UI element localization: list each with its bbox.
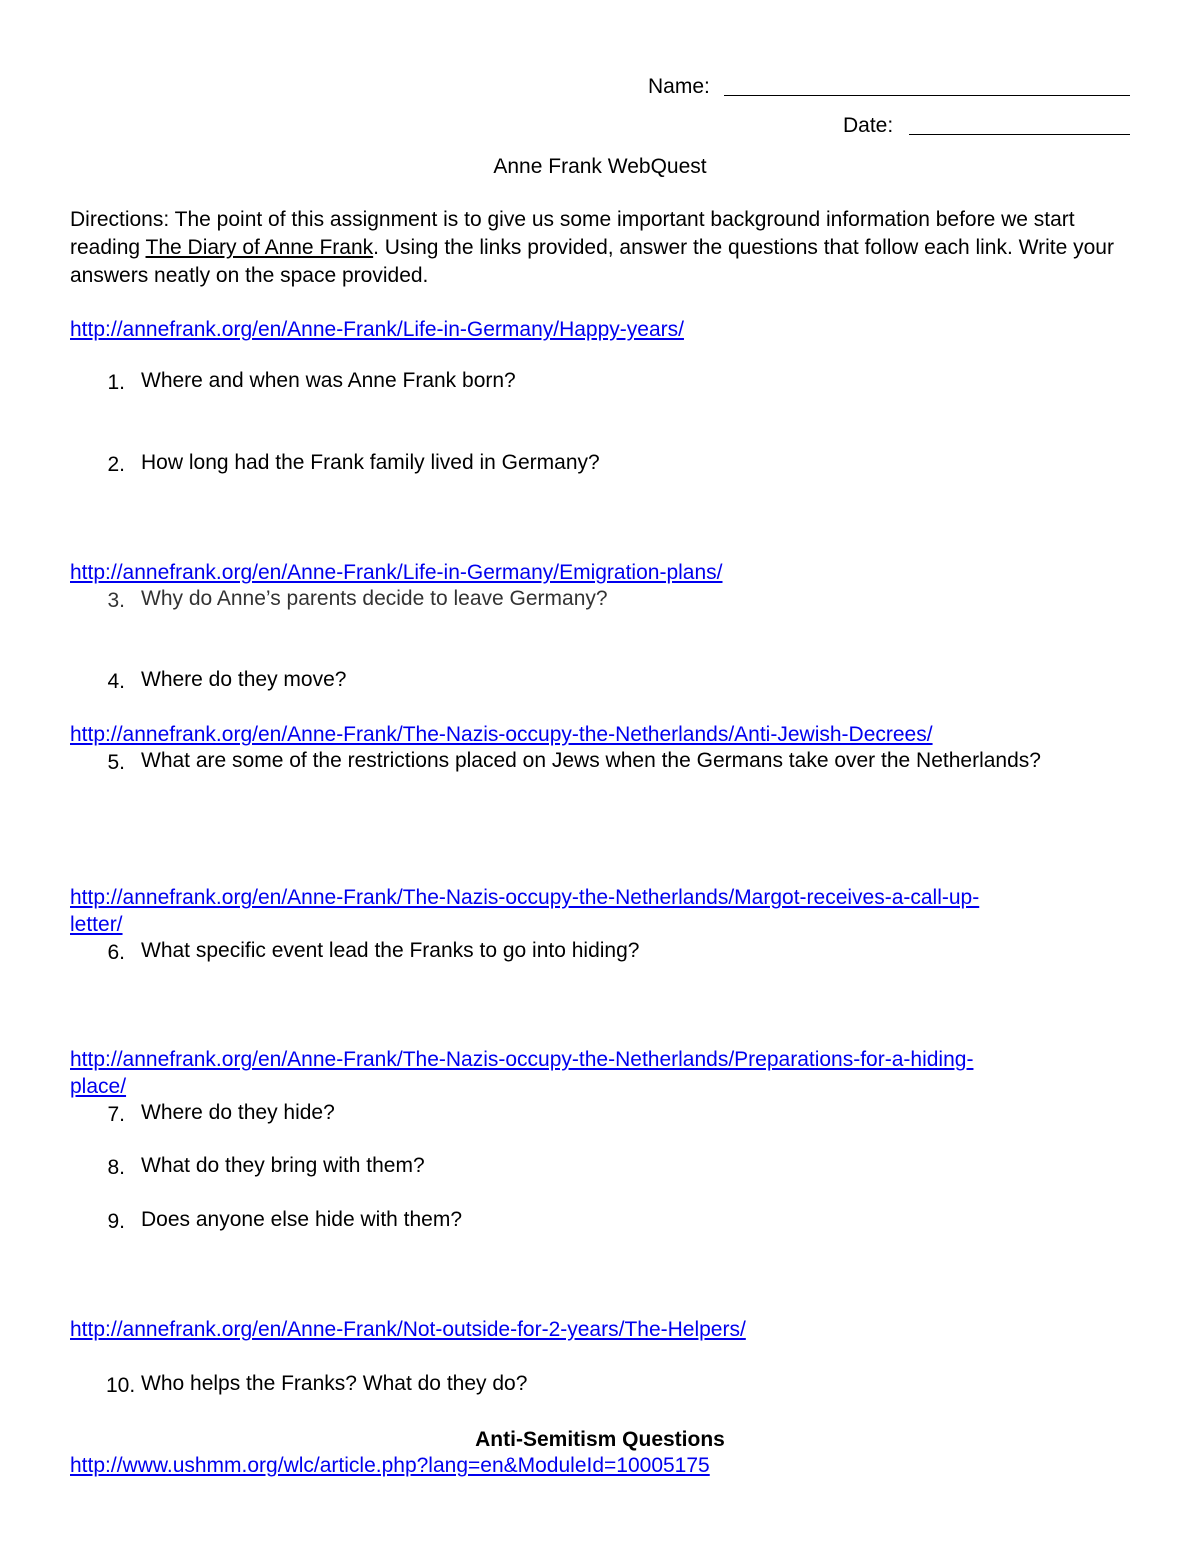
name-blank-line[interactable] [724,95,1130,96]
question-number: 10. [106,1374,136,1397]
question-4-text: Where do they move? [141,668,347,691]
book-title: The Diary of Anne Frank [145,236,374,259]
link-hiding-place-line1[interactable]: http://annefrank.org/en/Anne-Frank/The-Nazis-occupy-the-Netherlands/Preparations-for-a-hiding- [70,1048,974,1071]
directions-prefix: Directions: The point of this assignment is to give us some important background information before we start reading [70,208,1075,259]
question-number: 1. [107,371,125,394]
question-7-text: Where do they hide? [141,1101,335,1124]
question-9-text: Does anyone else hide with them? [141,1208,463,1231]
question-5-text: What are some of the restrictions placed on Jews when the Germans take over the Netherlands? [141,749,1041,772]
link-ushmm-article[interactable]: http://www.ushmm.org/wlc/article.php?lang=en&ModuleId=10005175 [70,1454,710,1477]
anti-semitism-heading: Anti-Semitism Questions [475,1428,725,1451]
question-number: 3. [107,589,125,612]
question-number: 6. [107,941,125,964]
directions-paragraph [70,206,1140,290]
question-1-text: Where and when was Anne Frank born? [141,369,516,392]
link-anti-jewish-decrees[interactable]: http://annefrank.org/en/Anne-Frank/The-Nazis-occupy-the-Netherlands/Anti-Jewish-Decrees/ [70,723,933,746]
question-number: 8. [107,1156,125,1179]
question-6-text: What specific event lead the Franks to go into hiding? [141,939,640,962]
question-8-text: What do they bring with them? [141,1154,425,1177]
question-10-text: Who helps the Franks? What do they do? [141,1372,528,1395]
link-happy-years[interactable]: http://annefrank.org/en/Anne-Frank/Life-in-Germany/Happy-years/ [70,318,684,341]
name-label: Name: [648,75,710,98]
date-label: Date: [843,114,894,137]
question-2-text: How long had the Frank family lived in Germany? [141,451,600,474]
question-number: 2. [107,453,125,476]
question-number: 7. [107,1103,125,1126]
link-the-helpers[interactable]: http://annefrank.org/en/Anne-Frank/Not-outside-for-2-years/The-Helpers/ [70,1318,746,1341]
page-title: Anne Frank WebQuest [493,155,707,178]
question-number: 5. [107,751,125,774]
date-blank-line[interactable] [909,134,1130,135]
question-number: 4. [107,670,125,693]
question-3-text: Why do Anne’s parents decide to leave Germany? [141,587,608,610]
link-hiding-place-line2[interactable]: place/ [70,1075,127,1098]
question-number: 9. [107,1210,125,1233]
link-margot-call-up-line1[interactable]: http://annefrank.org/en/Anne-Frank/The-Nazis-occupy-the-Netherlands/Margot-receives-a-call-up- [70,886,980,909]
link-emigration-plans[interactable]: http://annefrank.org/en/Anne-Frank/Life-in-Germany/Emigration-plans/ [70,561,723,584]
directions-suffix: . Using the links provided, answer the questions that follow each link. Write your answers neatly on the space provided. [70,236,1114,287]
link-margot-call-up-line2[interactable]: letter/ [70,913,123,936]
